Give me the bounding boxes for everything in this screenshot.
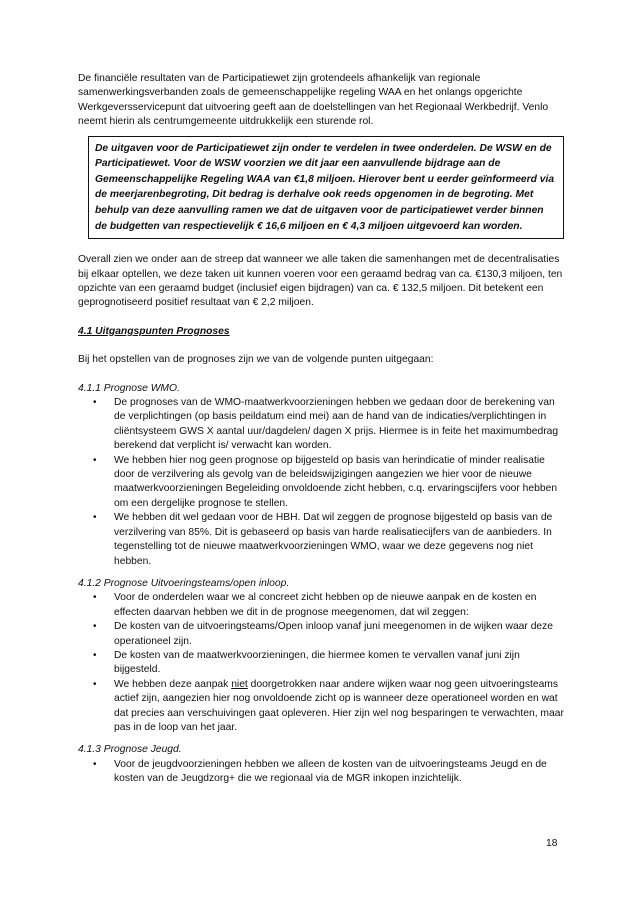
highlight-box	[88, 136, 564, 240]
list-item	[78, 649, 568, 678]
intro-paragraph: De financiële resultaten van de Participatiewet zijn grotendeels afhankelijk van regionale samenwerkingsverbanden zoals de gemeenschappelijke regeling WAA en het onlangs opgerichte Werkgeversservicepunt dat uitvoering geeft aan de doelstellingen van het Regionaal Werkbedrijf. Venlo neemt hierin als centrumgemeente uitdrukkelijk een sturende rol.	[78, 73, 549, 128]
list-item	[78, 758, 568, 787]
bullet-icon: •	[93, 592, 97, 604]
teams-bullet-list	[78, 591, 568, 735]
document-page	[78, 72, 568, 787]
list-item-text: De kosten van de maatwerkvoorzieningen, die hiermee komen te vervallen vanaf juni zijn bijgesteld.	[114, 649, 520, 676]
section-heading: 4.1 Uitgangspunten Prognoses	[78, 325, 230, 337]
jeugd-bullet-list	[78, 758, 568, 787]
bullet-icon: •	[93, 512, 97, 524]
list-item	[78, 620, 568, 649]
list-item-text: Voor de onderdelen waar we al concreet zicht hebben op de nieuwe aanpak en de kosten en effecten daarvan hebben we dit in de prognose meegenomen, dat wil zeggen:	[114, 592, 537, 618]
list-item	[78, 511, 568, 569]
subsection-heading-teams: 4.1.2 Prognose Uitvoeringsteams/open inloop.	[78, 577, 290, 589]
overall-paragraph: Overall zien we onder aan de streep dat wanneer we alle taken die samenhangen met de decentralisaties bij elkaar optellen, we deze taken uit kunnen voeren voor een geraamd bedrag van ca. €130,3 miljoen, ten opzichte van een geraamd budget (inclusief eigen bijdragen) van ca. € 132,5 miljoen. Dit betekent een geprognotiseerd positief resultaat van € 2,2 miljoen.	[78, 254, 563, 309]
list-item-text: We hebben dit wel gedaan voor de HBH. Dat wil zeggen de prognose bijgesteld op basis van de verzilvering van 85%. Dit is gebaseerd op basis van harde realisatiecijfers van de aanbieders. In tegenstelling tot de nieuwe maatwerkvoorzieningen WMO, waar we deze gegevens nog niet hebben.	[114, 512, 553, 567]
list-item-text: We hebben hier nog geen prognose op bijgesteld op basis van herindicatie of minder realisatie door de verzilvering als gevolg van de beleidswijzigingen aangezien we hier voor de nieuwe maatwerkvoorzieningen Begeleiding onvoldoende zicht hebben, c.q. ervaringscijfers voor hebben om een dergelijke prognose te stellen.	[114, 454, 558, 509]
list-item-text: De prognoses van de WMO-maatwerkvoorzieningen hebben we gedaan door de berekening van de verplichtingen (op basis peildatum eind mei) aan de hand van de indicaties/verplichtingen in cliëntsysteem GWS X aantal uur/dagdelen/ dagen X prijs. Hiermee is in feite het maximumbedrag berekend dat verplicht is/ verwacht kan worden.	[114, 397, 559, 452]
subsection-heading-jeugd: 4.1.3 Prognose Jeugd.	[78, 744, 182, 756]
bullet-icon: •	[93, 397, 97, 409]
list-item	[78, 454, 568, 512]
bullet-icon: •	[93, 621, 97, 633]
bullet-icon: •	[93, 649, 97, 661]
wmo-bullet-list	[78, 396, 568, 569]
page-number: 18	[546, 838, 558, 849]
list-item-text: De kosten van de uitvoeringsteams/Open inloop vanaf juni meegenomen in de wijken waar deze operationeel zijn.	[114, 621, 554, 647]
bullet-icon: •	[93, 678, 97, 690]
list-item	[78, 396, 568, 454]
list-item-text: Voor de jeugdvoorzieningen hebben we alleen de kosten van de uitvoeringsteams Jeugd en de kosten van de Jeugdzorg+ die we regionaal via de MGR inkopen inzichtelijk.	[114, 758, 547, 785]
underlined-word: niet	[231, 678, 248, 690]
list-item-text-start: We hebben deze aanpak	[114, 678, 232, 690]
subsection-heading-wmo: 4.1.1 Prognose WMO.	[78, 382, 180, 394]
boxed-paragraph: De uitgaven voor de Participatiewet zijn onder te verdelen in twee onderdelen. De WSW en de Participatiewet. Voor de WSW voorzien we dit jaar een aanvullende bijdrage aan de Gemeenschappelijke Regeling WAA van €1,8 miljoen. Hierover bent u eerder geïnformeerd via de meerjarenbegroting, Dit bedrag is derhalve ook reeds opgenomen in de begroting. Met behulp van deze aanvulling ramen we dat de uitgaven voor de participatiewet verder binnen de budgetten van respectievelijk € 16,6 miljoen en € 4,3 miljoen uitgevoerd kan worden.	[95, 142, 555, 232]
bullet-icon: •	[93, 758, 97, 770]
section-intro: Bij het opstellen van de prognoses zijn we van de volgende punten uitgegaan:	[78, 354, 434, 366]
list-item	[78, 678, 568, 736]
bullet-icon: •	[93, 454, 97, 466]
list-item-text-end: doorgetrokken naar andere wijken waar nog geen uitvoeringsteams actief zijn, aangezien hier nog onvoldoende zicht op is wanneer deze operationeel worden en wat dat precies aan verschuivingen gaat opleveren. Hier zijn wel nog besparingen te verwachten, maar pas in de loop van het jaar.	[114, 678, 564, 733]
list-item	[78, 591, 568, 620]
